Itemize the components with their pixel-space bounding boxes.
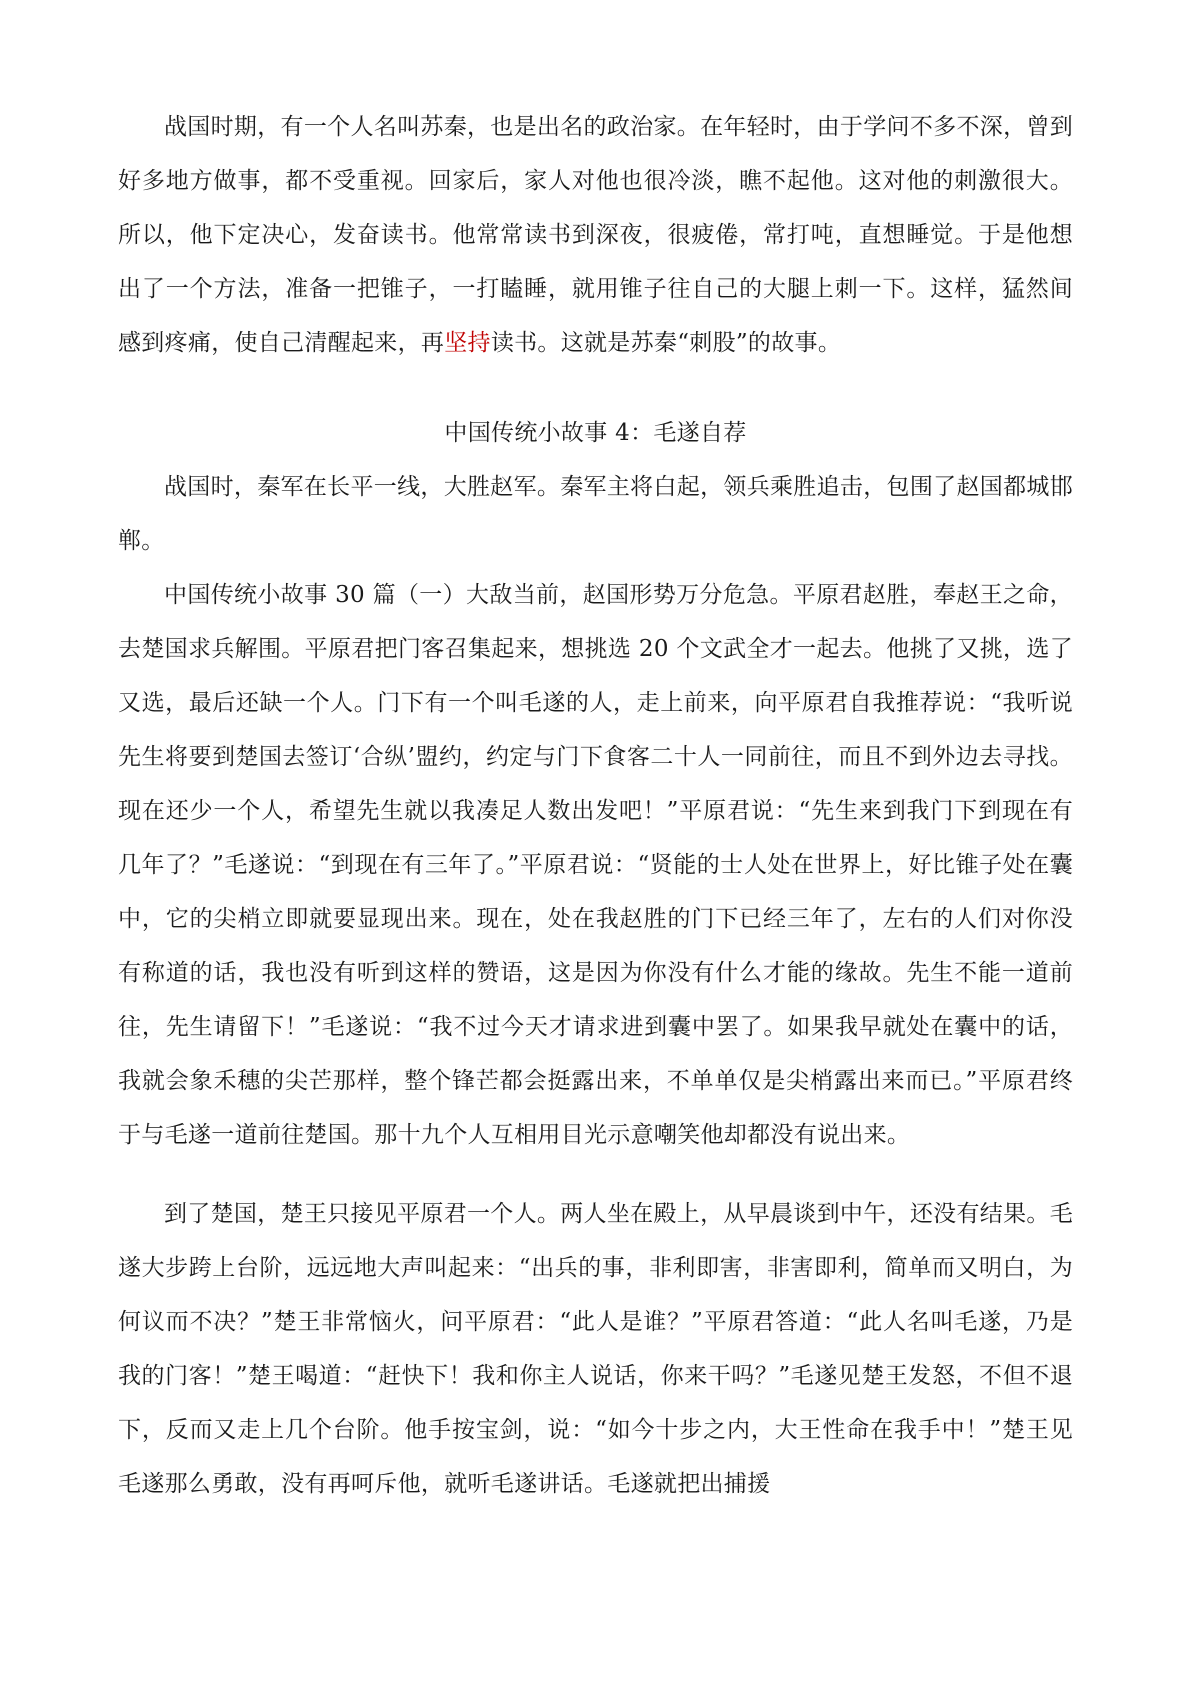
paragraph-story4-body: 中国传统小故事 30 篇（一）大敌当前，赵国形势万分危急。平原君赵胜，奉赵王之命，去楚国求兵解围。平原君把门客召集起来，想挑选 20 个文武全才一起去。他挑了又挑，选了又选，最后还缺一个人。门下有一个叫毛遂的人，走上前来，向平原君自我推荐说：“我听说先生将要到楚国去签订‘合纵’盟约，约定与门下食客二十人一同前往，而且不到外边去寻找。现在还少一个人，希望先生就以我凑足人数出发吧！”平原君说：“先生来到我门下到现在有几年了？”毛遂说：“到现在有三年了。”平原君说：“贤能的士人处在世界上，好比锥子处在囊中，它的尖梢立即就要显现出来。现在，处在我赵胜的门下已经三年了，左右的人们对你没有称道的话，我也没有听到这样的赞语，这是因为你没有什么才能的缘故。先生不能一道前往，先生请留下！”毛遂说：“我不过今天才请求进到囊中罢了。如果我早就处在囊中的话，我就会象禾穗的尖芒那样，整个锋芒都会挺露出来，不单单仅是尖梢露出来而已。”平原君终于与毛遂一道前往楚国。那十九个人互相用目光示意嘲笑他却都没有说出来。 [118,582,1073,1148]
paragraph-suqin-story [118,100,1073,370]
paragraph-text: 读书。这就是苏秦“刺股”的故事。 [490,330,842,356]
story-title: 中国传统小故事 4：毛遂自荐 [444,420,747,446]
paragraph-story4-intro: 战国时，秦军在长平一线，大胜赵军。秦军主将白起，领兵乘胜追击，包围了赵国都城邯郸。 [118,474,1073,554]
paragraph-story4-chu: 到了楚国，楚王只接见平原君一个人。两人坐在殿上，从早晨谈到中午，还没有结果。毛遂大步跨上台阶，远远地大声叫起来：“出兵的事，非利即害，非害即利，简单而又明白，为何议而不决？”楚王非常恼火，问平原君：“此人是谁？”平原君答道：“此人名叫毛遂，乃是我的门客！”楚王喝道：“赶快下！我和你主人说话，你来干吗？”毛遂见楚王发怒，不但不退下，反而又走上几个台阶。他手按宝剑，说：“如今十步之内，大王性命在我手中！”楚王见毛遂那么勇敢，没有再呵斥他，就听毛遂讲话。毛遂就把出捕援 [118,1201,1073,1497]
paragraph-text: 战国时期，有一个人名叫苏秦，也是出名的政治家。在年轻时，由于学问不多不深，曾到好多地方做事，都不受重视。回家后，家人对他也很冷淡，瞧不起他。这对他的刺激很大。所以，他下定决心，发奋读书。他常常读书到深夜，很疲倦，常打吨，直想睡觉。于是他想出了一个方法，准备一把锥子，一打瞌睡，就用锥子往自己的大腿上刺一下。这样，猛然间感到疼痛，使自己清醒起来，再 [118,114,1073,356]
highlighted-word: 坚持 [444,330,491,356]
